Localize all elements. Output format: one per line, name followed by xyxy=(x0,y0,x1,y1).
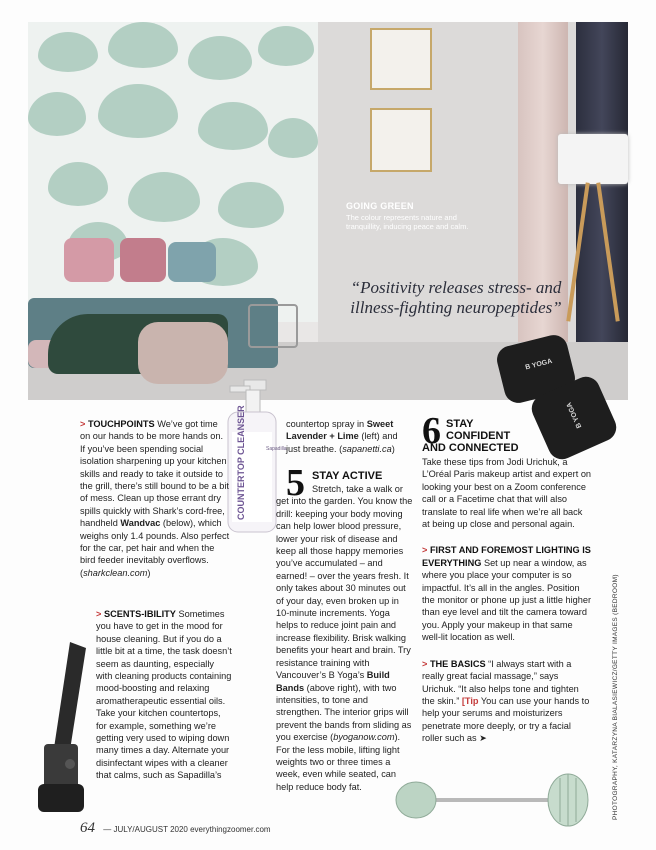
number-6: 6 xyxy=(422,410,441,452)
issue-info: — JULY/AUGUST 2020 everythingzoomer.com xyxy=(103,825,271,834)
confident-intro: Take these tips from Jodi Urichuk, a L’Oréal Paris makeup artist and expert on looking your best on a Zoom conference call or a Facetime chat that will also translate to real life when we’re all back at being up close and personal again. xyxy=(422,457,592,530)
bottle-brand: Sapadilla xyxy=(266,446,287,452)
wandvac-name: Wandvac xyxy=(120,518,161,529)
column-1b xyxy=(80,608,232,782)
wall-frame-top xyxy=(370,28,432,90)
yoga-bands-photo xyxy=(500,340,616,456)
stay-head-2: CONFIDENT xyxy=(446,430,511,442)
pink-throw xyxy=(138,322,228,384)
facial-roller xyxy=(390,770,600,832)
pink-pillow xyxy=(64,238,114,282)
page-number: 64 xyxy=(80,820,95,836)
tip-marker: [Tip xyxy=(461,695,479,706)
photo-caption xyxy=(346,202,476,232)
column-3 xyxy=(422,456,592,745)
floor-lamp-shade xyxy=(558,134,628,184)
band-label: B YOGA xyxy=(524,357,553,372)
stay-head-3: AND CONNECTED xyxy=(422,442,519,454)
arrow-right-icon: ➤ xyxy=(479,733,487,744)
countertop-paragraph: countertop spray in Sweet Lavender + Lime (left) and just breathe. (sapanetti.ca) xyxy=(286,419,398,454)
pull-quote: “Positivity releases stress- and illness-fighting neuropeptides” xyxy=(350,278,562,317)
page-footer xyxy=(80,820,271,837)
scents-paragraph: > SCENTS-IBILITY Sometimes you have to get in the mood for house cleaning. But if you do a little bit at a time, the task doesn’t seem as daunting, especially with cleaning products containing mood-boosting and relaxing aromatherapeutic essential oils. Take your kitchen countertops, for example, something we’re getting very used to wiping down many times a day. Alternate your disinfectant wipes with a cleaner that calms, such as Sapadilla’s xyxy=(96,609,232,781)
stay-active-paragraph: Stretch, take a walk or get into the garden. You know the drill: keeping your body moving can help lower blood pressure, lower your risk of disease and keep all those happy memories you’ve accumulated – and earned! – over the years fresh. It only takes about 30 minutes out of your day, even broken up in 10-minute increments. Yoga helps to reduce joint pain and increase flexibility. Brisk walking benefits your heart and brain. Try resistance training with Vancouver’s B Yoga’s Build Bands (above right), with two intensities, to tone and strengthen. The interior grips will prevent the bands from sliding as you exercise (byoganow.com). For the less mobile, lifting light weights two or three times a week, even while seated, can help reduce body fat. xyxy=(276,484,413,792)
pink-pillow-2 xyxy=(120,238,166,282)
wire-basket xyxy=(248,304,298,348)
lighting-heading: FIRST AND FOREMOST LIGHTING IS EVERYTHING xyxy=(422,545,591,568)
sapanetti-source: sapanetti.ca xyxy=(342,443,392,454)
caption-body: The colour represents nature and tranquillity, inducing peace and calm. xyxy=(346,212,469,231)
touchpoints-paragraph: > TOUCHPOINTS We’ve got time on our hands to be more hands on. If you’ve been spending social isolation sharpening up your kitchen skills and ready to take it outside to the grill, there’s still bound to be a bit of mess. Clean up those errant dry spills quickly with Shark’s cord-free, handheld Wandvac (below), which weighs only 1.4 pounds. Also perfect for the car, pet hair and when the bird feeder inevitably overflows. (sharkclean.com) xyxy=(80,419,230,578)
column-2-top xyxy=(286,418,414,455)
scents-heading: SCENTS-IBILITY xyxy=(103,609,176,619)
column-1 xyxy=(80,418,230,579)
cleanser-bottle xyxy=(222,380,287,535)
basics-paragraph: > THE BASICS “I always start with a really great facial massage,” says Urichuk. “It also helps tone and tighten the skin.” [Tip You can use your hands to help your serums and moisturizers penetrate more deeply, or try a facial roller such as ➤ xyxy=(422,658,590,744)
build-bands-name: Build Bands xyxy=(276,670,390,693)
wall-frame-bottom xyxy=(370,108,432,172)
basics-heading: THE BASICS xyxy=(429,658,486,669)
lighting-paragraph: > FIRST AND FOREMOST LIGHTING IS EVERYTHING Set up near a window, as where you place your computer is so impactful. It’s all in the angles. Position the monitor or phone up just a little higher than eye level and tilt the camera toward you. Apply your makeup in that same well-lit location as well. xyxy=(422,545,592,643)
blue-pillow xyxy=(168,242,216,282)
stay-head-1: STAY xyxy=(446,418,474,430)
byoganow-source: byoganow.com xyxy=(333,732,395,743)
sweet-lavender-name: Sweet Lavender + Lime xyxy=(286,419,394,442)
photo-credit: PHOTOGRAPHY, KATARZYNA BIALASIEWICZ/GETTY IMAGES (BEDROOM) xyxy=(612,574,619,820)
number-5: 5 xyxy=(286,462,305,504)
caption-head: GOING GREEN xyxy=(346,201,414,211)
column-2 xyxy=(276,483,414,793)
bottle-label: COUNTERTOP CLEANSER xyxy=(236,405,246,520)
stay-active-heading: STAY ACTIVE xyxy=(312,470,383,482)
band-label-2: B YOGA xyxy=(565,401,584,429)
touchpoints-heading: TOUCHPOINTS xyxy=(87,419,155,429)
sharkclean-source: sharkclean.com xyxy=(83,567,148,578)
